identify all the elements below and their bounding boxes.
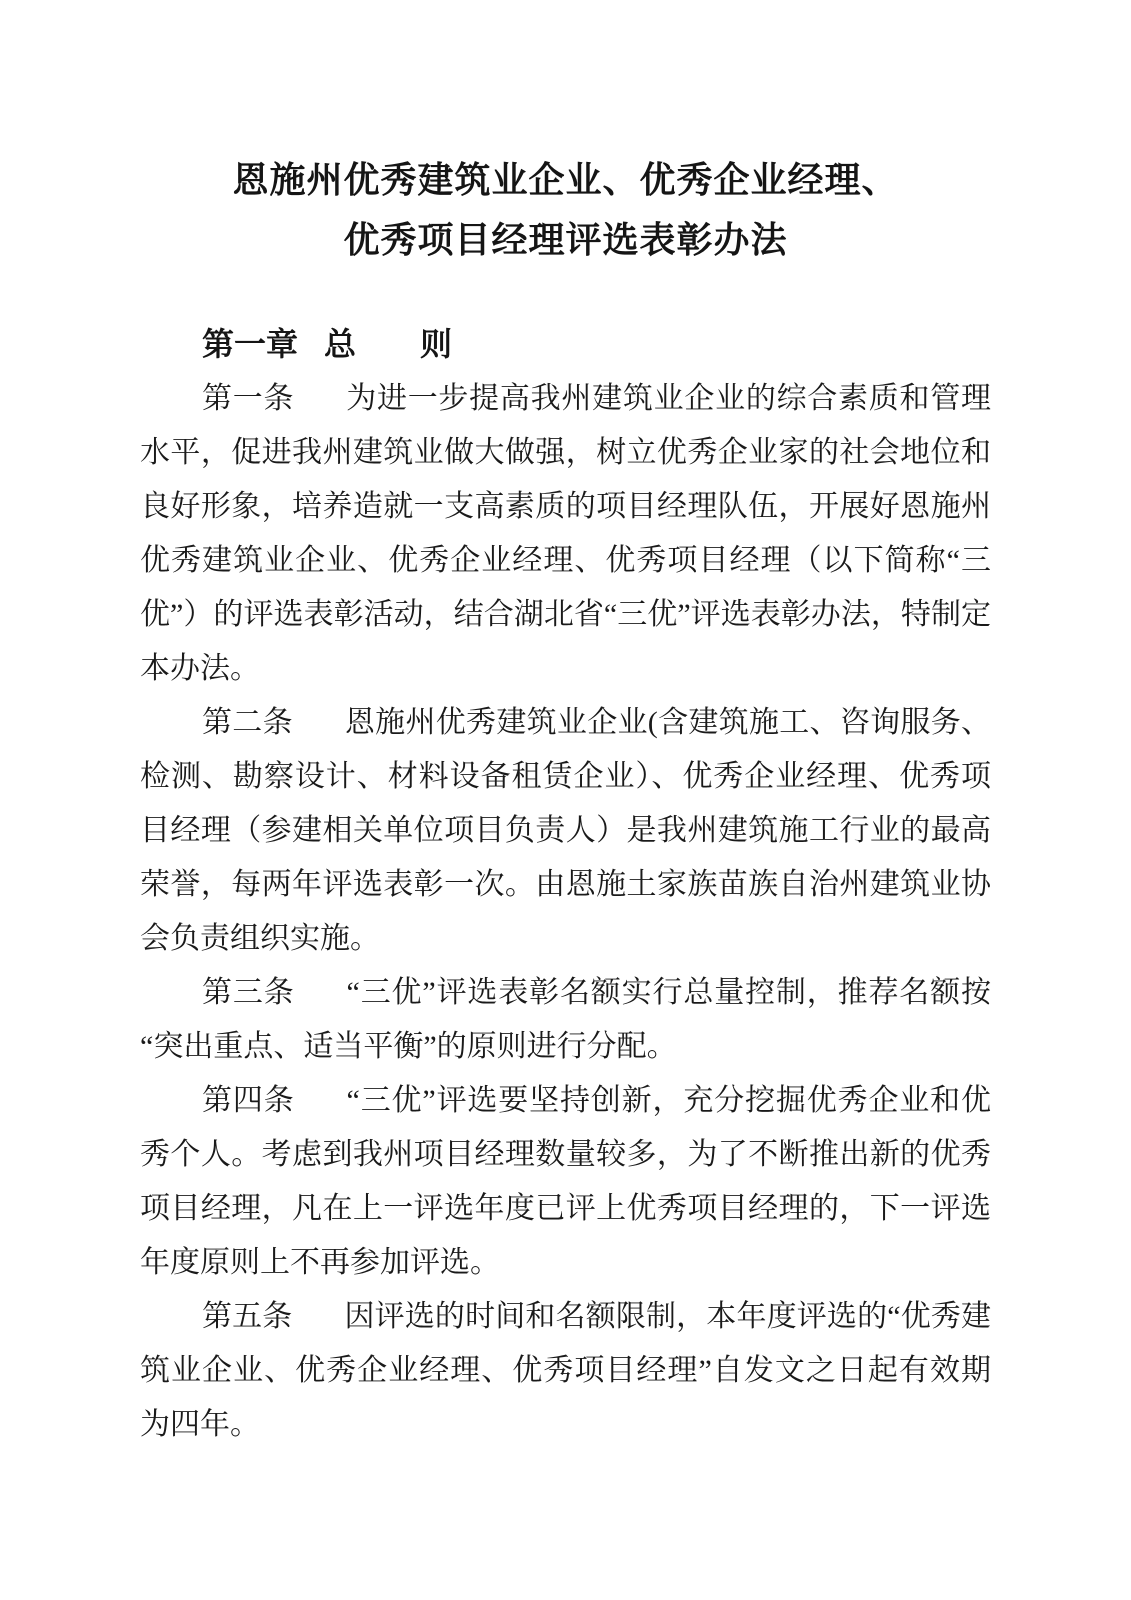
document-title bbox=[140, 150, 991, 270]
article-label: 第三条 bbox=[202, 976, 295, 1009]
paragraph bbox=[140, 696, 991, 966]
document-content bbox=[140, 150, 991, 1452]
article-text: 为进一步提高我州建筑业企业的综合素质和管理水平，促进我州建筑业做大做强，树立优秀企业家的社会地位和良好形象，培养造就一支高素质的项目经理队伍，开展好恩施州优秀建筑业企业、优秀企业经理、优秀项目经理（以下简称“三优”）的评选表彰活动，结合湖北省“三优”评选表彰办法，特制定本办法。 bbox=[140, 382, 992, 685]
chapter-title: 总 则 bbox=[324, 326, 453, 362]
article-label: 第四条 bbox=[202, 1084, 295, 1117]
article-text: 因评选的时间和名额限制，本年度评选的“优秀建筑业企业、优秀企业经理、优秀项目经理”自发文之日起有效期为四年。 bbox=[140, 1300, 991, 1441]
document-body bbox=[140, 372, 991, 1452]
article-label: 第一条 bbox=[202, 382, 295, 415]
paragraph bbox=[140, 1074, 991, 1290]
article-text: “三优”评选要坚持创新，充分挖掘优秀企业和优秀个人。考虑到我州项目经理数量较多，为了不断推出新的优秀项目经理，凡在上一评选年度已评上优秀项目经理的，下一评选年度原则上不再参加评选。 bbox=[140, 1084, 991, 1279]
chapter-heading bbox=[140, 316, 991, 372]
article-label: 第五条 bbox=[202, 1300, 293, 1333]
article-text: 恩施州优秀建筑业企业(含建筑施工、咨询服务、检测、勘察设计、材料设备租赁企业）、优秀企业经理、优秀项目经理（参建相关单位项目负责人）是我州建筑施工行业的最高荣誉，每两年评选表彰一次。由恩施土家族苗族自治州建筑业协会负责组织实施。 bbox=[140, 706, 991, 955]
paragraph bbox=[140, 1290, 991, 1452]
article-text: “三优”评选表彰名额实行总量控制，推荐名额按“突出重点、适当平衡”的原则进行分配。 bbox=[140, 976, 991, 1063]
document-title-line1: 恩施州优秀建筑业企业、优秀企业经理、 bbox=[232, 159, 899, 200]
paragraph bbox=[140, 966, 991, 1074]
chapter-number: 第一章 bbox=[202, 326, 299, 362]
paragraph bbox=[140, 372, 991, 696]
article-label: 第二条 bbox=[202, 706, 293, 739]
document-title-line2: 优秀项目经理评选表彰办法 bbox=[343, 219, 788, 260]
